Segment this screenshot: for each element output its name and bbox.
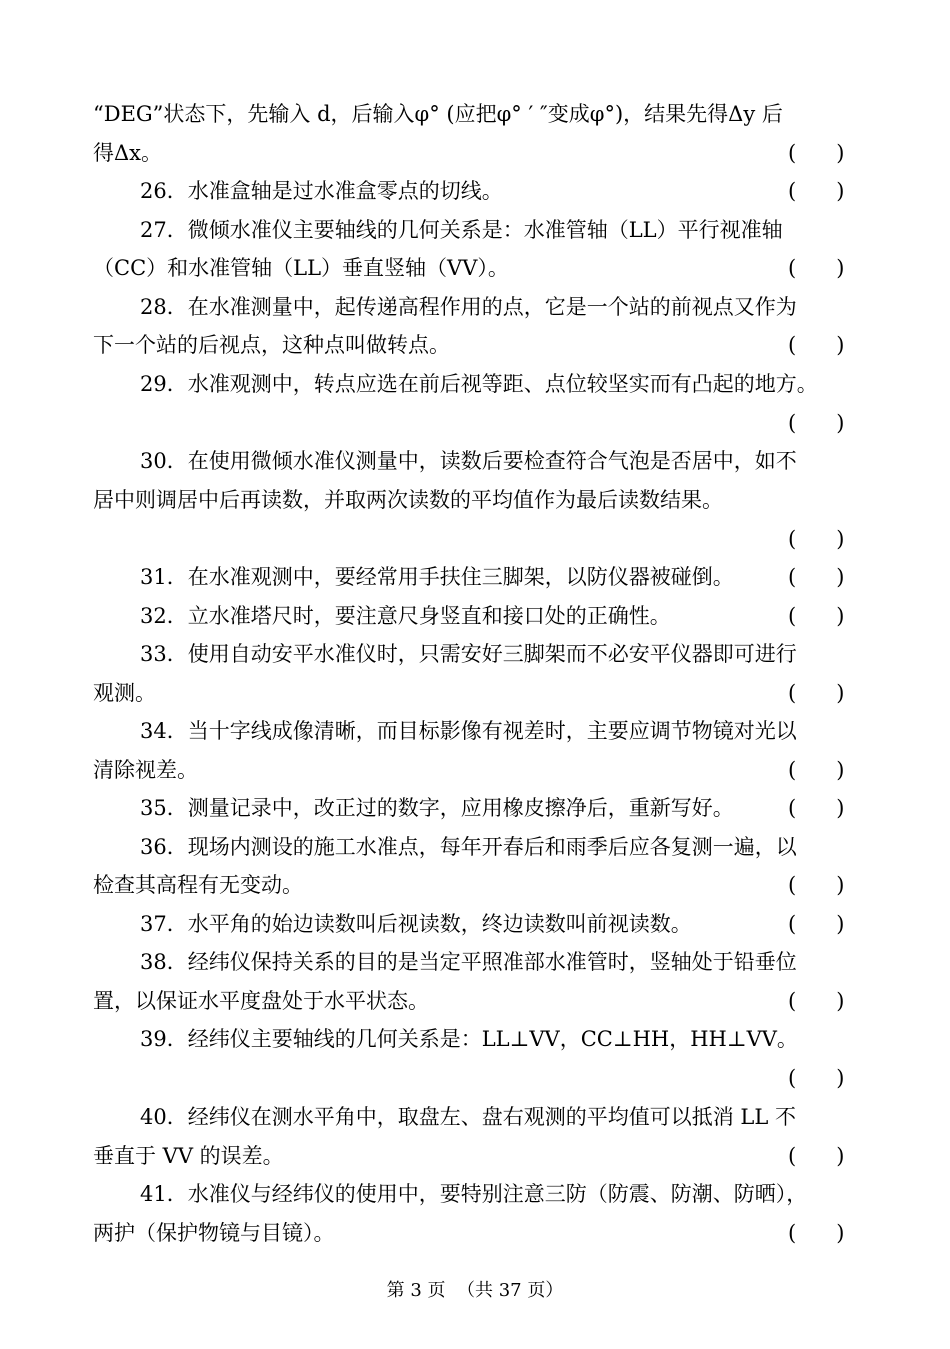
line-text: 39．经纬仪主要轴线的几何关系是：LL⊥VV，CC⊥HH，HH⊥VV。: [140, 1027, 798, 1051]
page-footer: 第 3 页 （共 37 页）: [386, 1280, 564, 1301]
line-text: 40．经纬仪在测水平角中，取盘左、盘右观测的平均值可以抵消 LL 不: [140, 1105, 796, 1129]
text-line: [93, 134, 858, 172]
line-text: 29．水准观测中，转点应选在前后视等距、点位较坚实而有凸起的地方。: [140, 372, 818, 396]
line-text: 观测。: [93, 681, 156, 705]
answer-parentheses: ( ): [788, 873, 845, 897]
answer-parentheses: ( ): [788, 912, 845, 936]
answer-parentheses: ( ): [788, 179, 845, 203]
text-line: [93, 95, 858, 133]
text-line: [140, 635, 858, 673]
text-line: [140, 597, 858, 635]
answer-parentheses: ( ): [788, 758, 845, 782]
text-line: [93, 1137, 858, 1175]
text-line: [140, 1020, 858, 1058]
text-line: [140, 442, 858, 480]
line-text: 36．现场内测设的施工水准点，每年开春后和雨季后应各复测一遍，以: [140, 835, 797, 859]
text-line: [93, 249, 858, 287]
text-line: [140, 365, 858, 403]
line-text: 38．经纬仪保持关系的目的是当定平照准部水准管时，竖轴处于铅垂位: [140, 950, 797, 974]
line-text: 得Δx。: [93, 141, 163, 165]
text-line: [93, 674, 858, 712]
text-line: [140, 558, 858, 596]
answer-parentheses: ( ): [788, 1221, 845, 1245]
line-text: “DEG”状态下，先输入 d，后输入φ° (应把φ° ′ ″变成φ°)，结果先得Δy 后: [93, 102, 783, 126]
answer-parentheses: ( ): [788, 256, 845, 280]
text-line: [140, 828, 858, 866]
line-text: 28．在水准测量中，起传递高程作用的点，它是一个站的前视点又作为: [140, 295, 797, 319]
text-line: [93, 326, 858, 364]
answer-parentheses: ( ): [788, 796, 845, 820]
line-text: 两护（保护物镜与目镜）。: [93, 1221, 335, 1245]
answer-parentheses: ( ): [788, 333, 845, 357]
text-line: [140, 1098, 858, 1136]
line-text: 32．立水准塔尺时，要注意尺身竖直和接口处的正确性。: [140, 604, 671, 628]
line-text: 清除视差。: [93, 758, 198, 782]
text-line: [140, 905, 858, 943]
text-line: [93, 866, 858, 904]
line-text: 置，以保证水平度盘处于水平状态。: [93, 989, 429, 1013]
answer-parentheses: ( ): [788, 565, 845, 589]
line-text: 垂直于 VV 的误差。: [93, 1144, 284, 1168]
line-text: 30．在使用微倾水准仪测量中，读数后要检查符合气泡是否居中，如不: [140, 449, 797, 473]
text-line: [93, 404, 858, 442]
line-text: 34．当十字线成像清晰，而目标影像有视差时，主要应调节物镜对光以: [140, 719, 797, 743]
text-line: [140, 1175, 858, 1213]
text-line: [140, 172, 858, 210]
line-text: 26．水准盒轴是过水准盒零点的切线。: [140, 179, 503, 203]
text-line: [93, 751, 858, 789]
answer-parentheses: ( ): [788, 141, 845, 165]
text-line: [93, 520, 858, 558]
line-text: 35．测量记录中，改正过的数字，应用橡皮擦净后，重新写好。: [140, 796, 734, 820]
text-line: [93, 481, 858, 519]
line-text: 27．微倾水准仪主要轴线的几何关系是：水准管轴（LL）平行视准轴: [140, 218, 783, 242]
text-line: [140, 712, 858, 750]
answer-parentheses: ( ): [788, 604, 845, 628]
line-text: 41．水准仪与经纬仪的使用中，要特别注意三防（防震、防潮、防晒），: [140, 1182, 808, 1206]
answer-parentheses: ( ): [788, 1066, 845, 1090]
answer-parentheses: ( ): [788, 411, 845, 435]
text-line: [93, 1214, 858, 1252]
line-text: 居中则调居中后再读数，并取两次读数的平均值作为最后读数结果。: [93, 488, 723, 512]
answer-parentheses: ( ): [788, 1144, 845, 1168]
line-text: （CC）和水准管轴（LL）垂直竖轴（VV）。: [93, 256, 509, 280]
answer-parentheses: ( ): [788, 681, 845, 705]
line-text: 检查其高程有无变动。: [93, 873, 303, 897]
text-line: [93, 982, 858, 1020]
line-text: 33．使用自动安平水准仪时，只需安好三脚架而不必安平仪器即可进行: [140, 642, 797, 666]
line-text: 37．水平角的始边读数叫后视读数，终边读数叫前视读数。: [140, 912, 692, 936]
text-line: [140, 943, 858, 981]
answer-parentheses: ( ): [788, 527, 845, 551]
text-line: [140, 288, 858, 326]
answer-parentheses: ( ): [788, 989, 845, 1013]
line-text: 31．在水准观测中，要经常用手扶住三脚架，以防仪器被碰倒。: [140, 565, 734, 589]
line-text: 下一个站的后视点，这种点叫做转点。: [93, 333, 450, 357]
text-line: [93, 1059, 858, 1097]
text-line: [140, 789, 858, 827]
text-line: [140, 211, 858, 249]
